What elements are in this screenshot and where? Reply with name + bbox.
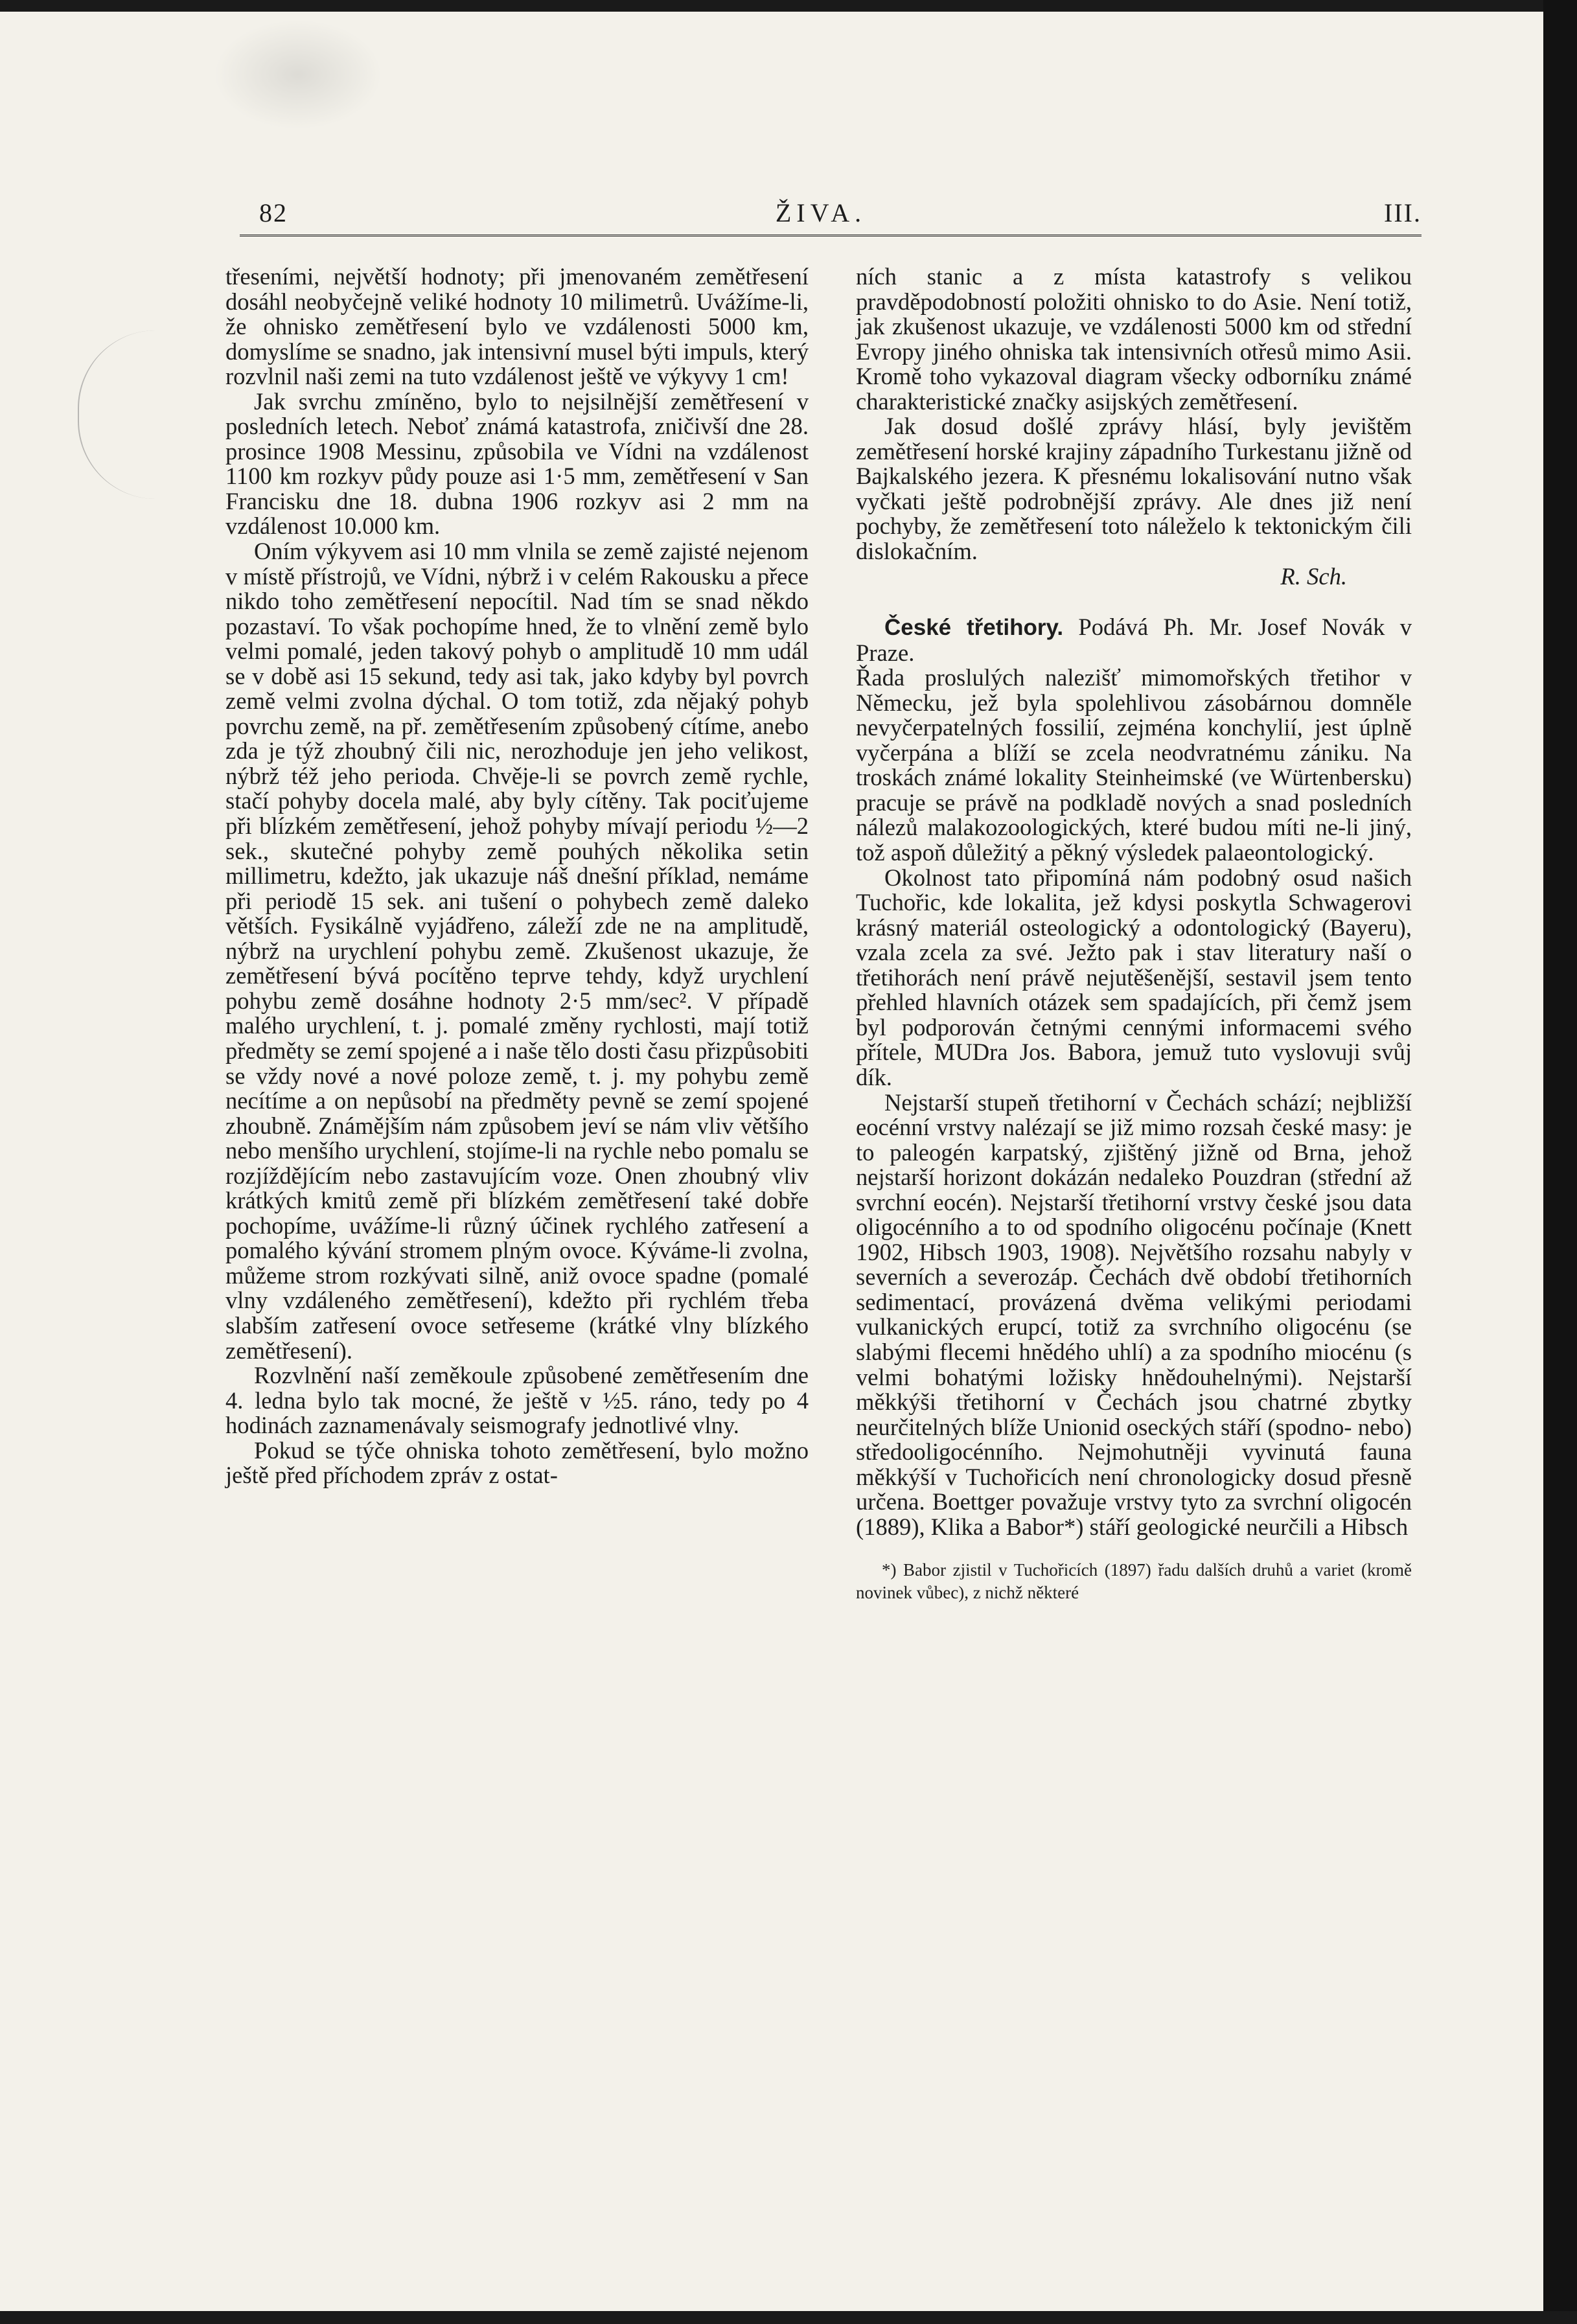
left-column-paragraph: Oním výkyvem asi 10 mm vlnila se země zajisté nejenom v místě přístrojů, ve Vídni, nýbrž i v celém Rakousku a přece nikdo toho zemětřesení nepocítil. Nad tím se snad někdo pozastaví. To však pochopíme hned, že to vlnění země bylo velmi pomalé, jeden takový pohyb o amplitudě 10 mm udál se v době asi 15 sekund, tedy asi tak, jako kdyby byl povrch země velmi zvolna dýchal. O tom totiž, zda nějaký pohyb povrchu země, na př. zemětřesením způsobený cítíme, anebo zda je týž zhoubný čili nic, nerozhoduje jen jeho velikost, nýbrž též jeho perioda. Chvěje-li se povrch země rychle, stačí pohyby docela malé, aby byly cítěny. Tak pociťujeme při blízkém zemětřesení, jehož pohyby mívají periodu ½—2 sek., skutečné pohyby země pouhých několika setin millimetru, kdežto, jak ukazuje náš dnešní příklad, nemáme při periodě 15 sek. ani tušení o pohybech země daleko větších. Fysikálně vyjádřeno, záleží zde ne na amplitudě, nýbrž na urychlení pohybu země. Zkušenost ukazuje, že zemětřesení bývá pocítěno teprve tehdy, když urychlení pohybu země dosáhne hodnoty 2·5 mm/sec². V případě malého urychlení, t. j. pomalé změny rychlosti, mají totiž předměty se zemí spojené a i naše tělo dosti času přizpůsobiti se vždy nové a nové poloze země, t. j. my pohybu země necítíme a on nepůsobí na předměty pevně se zemí spojené zhoubně. Známějším nám způsobem jeví se nám vliv většího nebo menšího urychlení, stojíme-li na rychle nebo pomalu se rozjíždějícím nebo zastavujícím voze. Onen zhoubný vliv krátkých kmitů země při blízkém zemětřesení také dobře pochopíme, uvážíme-li různý účinek rychlého zatřesení a pomalého kývání stromem plným ovoce. Kýváme-li zvolna, můžeme strom rozkývati silně, aniž ovoce spadne (pomalé vlny vzdáleného zemětřesení), kdežto při rychlém třeba slabším zatřesení ovoce setřeseme (krátké vlny blízkého zemětřesení). bbox=[225, 538, 809, 1364]
right-continuation-paragraph: Jak dosud došlé zprávy hlásí, byly jevištěm zemětřesení horské krajiny západního Turkestanu jižně od Bajkalského jezera. K přesnému lokalisování nutno však vyčkati ještě podrobnější zprávy. Ale dnes již není pochyby, že zemětřesení toto náleželo k tektonickým čili dislokačním. bbox=[856, 413, 1412, 565]
scan-right-border bbox=[1543, 0, 1577, 2324]
right-continuation bbox=[856, 264, 1412, 564]
article-signature bbox=[856, 564, 1347, 590]
left-column-paragraph: Rozvlnění naší zeměkoule způsobené zemětřesením dne 4. ledna bylo tak mocné, že ještě v ½5. ráno, tedy po 4 hodinách zaznamenávaly seismografy jednotlivé vlny. bbox=[225, 1362, 809, 1439]
left-column-paragraph: třeseními, největší hodnoty; při jmenovaném zemětřesení dosáhl neobyčejně veliké hodnoty 10 milimetrů. Uvážíme-li, že ohnisko zemětřesení bylo ve vzdálenosti 5000 km, domyslíme se snadno, jak intensivní musel býti impuls, který rozvlnil naši zemi na tuto vzdálenost ještě ve výkyvy 1 cm! bbox=[225, 263, 809, 390]
left-column bbox=[225, 264, 809, 1488]
scan-bottom-border bbox=[0, 2311, 1577, 2324]
section-heading bbox=[856, 615, 1412, 665]
header-rule bbox=[240, 235, 1422, 236]
left-column-paragraph: Pokud se týče ohniska tohoto zemětřesení, bylo možno ještě před příchodem zpráv z ostat- bbox=[225, 1436, 809, 1489]
section-title: České třetihory. bbox=[884, 615, 1064, 641]
section-paragraph: Řada proslulých nalezišť mimomořských třetihor v Německu, jež byla spolehlivou zásobárnou domněle nevyčerpatelných fossilií, zejména konchylií, jest úplně vyčerpána a blíží se zcela neodvratnému zániku. Na troskách známé lokality Steinheimské (ve Würtenbersku) pracuje se právě na podkladě nových a snad posledních nálezů malakozoologických, které budou míti ne-li jiný, tož aspoň důležitý a pěkný výsledek palaeontologický. bbox=[856, 664, 1412, 866]
section-byline: Podává Ph. Mr. Josef Novák v Praze. bbox=[856, 614, 1412, 666]
journal-title: ŽIVA. bbox=[775, 198, 867, 227]
footnote: *) Babor zjistil v Tuchořicích (1897) řadu dalších druhů a variet (kromě novinek vůbec), z nichž některé bbox=[856, 1560, 1412, 1603]
right-continuation-paragraph: ních stanic a z místa katastrofy s velikou pravděpodobností položiti ohnisko to do Asie. Není totiž, jak zkušenost ukazuje, ve vzdálenosti 5000 km od střední Evropy jiného ohniska tak intensivních otřesů mimo Asii. Kromě toho vykazoval diagram všecky odborníku známé charakteristické značky asijských zemětřesení. bbox=[856, 263, 1412, 415]
volume-part: III. bbox=[1384, 198, 1422, 227]
scan-top-border bbox=[0, 0, 1577, 12]
running-header bbox=[220, 198, 1422, 230]
scan-smudge bbox=[214, 19, 382, 130]
right-column bbox=[856, 264, 1412, 1604]
section-paragraph: Nejstarší stupeň třetihorní v Čechách schází; nejbližší eocénní vrstvy nalézají se již mimo rozsah české masy: je to paleogén karpatský, zjištěný jižně od Brna, jehož nejstarší horizont dokázán nedaleko Pouzdran (střední až svrchní eocén). Nejstarší třetihorní vrstvy české jsou data oligocénního a to od spodního oligocénu počínaje (Knett 1902, Hibsch 1903, 1908). Největšího rozsahu nabyly v severních a severozáp. Čechách dvě období třetihorních sedimentací, provázená dvěma velikými periodami vulkanických erupcí, totiž za svrchního oligocénu (se slabými flecemi hnědého uhlí) a za spodního miocénu (s velmi bohatými ložisky hnědouhelnými). Nejstarší měkkýši třetihorní v Čechách jsou chatrné zbytky neurčitelných blíže Unionid oseckých stáří (spodno- nebo) středooligocénního. Nejmohutněji vyvinutá fauna měkkýší v Tuchořicích není chronologicky dosud přesně určena. Boettger považuje vrstvy tyto za svrchní oligocén (1889), Klika a Babor*) stáří geologické neurčili a Hibsch bbox=[856, 1088, 1412, 1540]
signature-text: R. Sch. bbox=[1280, 562, 1347, 590]
section-paragraph: Okolnost tato připomíná nám podobný osud našich Tuchořic, kde lokalita, jež kdysi poskytla Schwagerovi krásný materiál osteologický a odontologický (Bayeru), vzala zcela za své. Ježto pak i stav literatury naší o třetihorách není právě nejutěšenější, sestavil jsem tento přehled hlavních otázek sem spadajících, při čemž jsem byl podporován četnými cennými informacemi svého přítele, MUDra Jos. Babora, jemuž tuto vyslovuji svůj dík. bbox=[856, 864, 1412, 1090]
page-number: 82 bbox=[259, 198, 288, 227]
left-column-paragraph: Jak svrchu zmíněno, bylo to nejsilnější zemětřesení v posledních letech. Neboť známá katastrofa, zničivší dne 28. prosince 1908 Messinu, způsobila ve Vídni na vzdálenost 1100 km rozkyv půdy pouze asi 1·5 mm, zemětřesení v San Francisku dne 18. dubna 1906 rozkyv asi 2 mm na vzdálenost 10.000 km. bbox=[225, 387, 809, 540]
margin-pencil-mark bbox=[78, 330, 157, 499]
section-body bbox=[856, 665, 1412, 1539]
